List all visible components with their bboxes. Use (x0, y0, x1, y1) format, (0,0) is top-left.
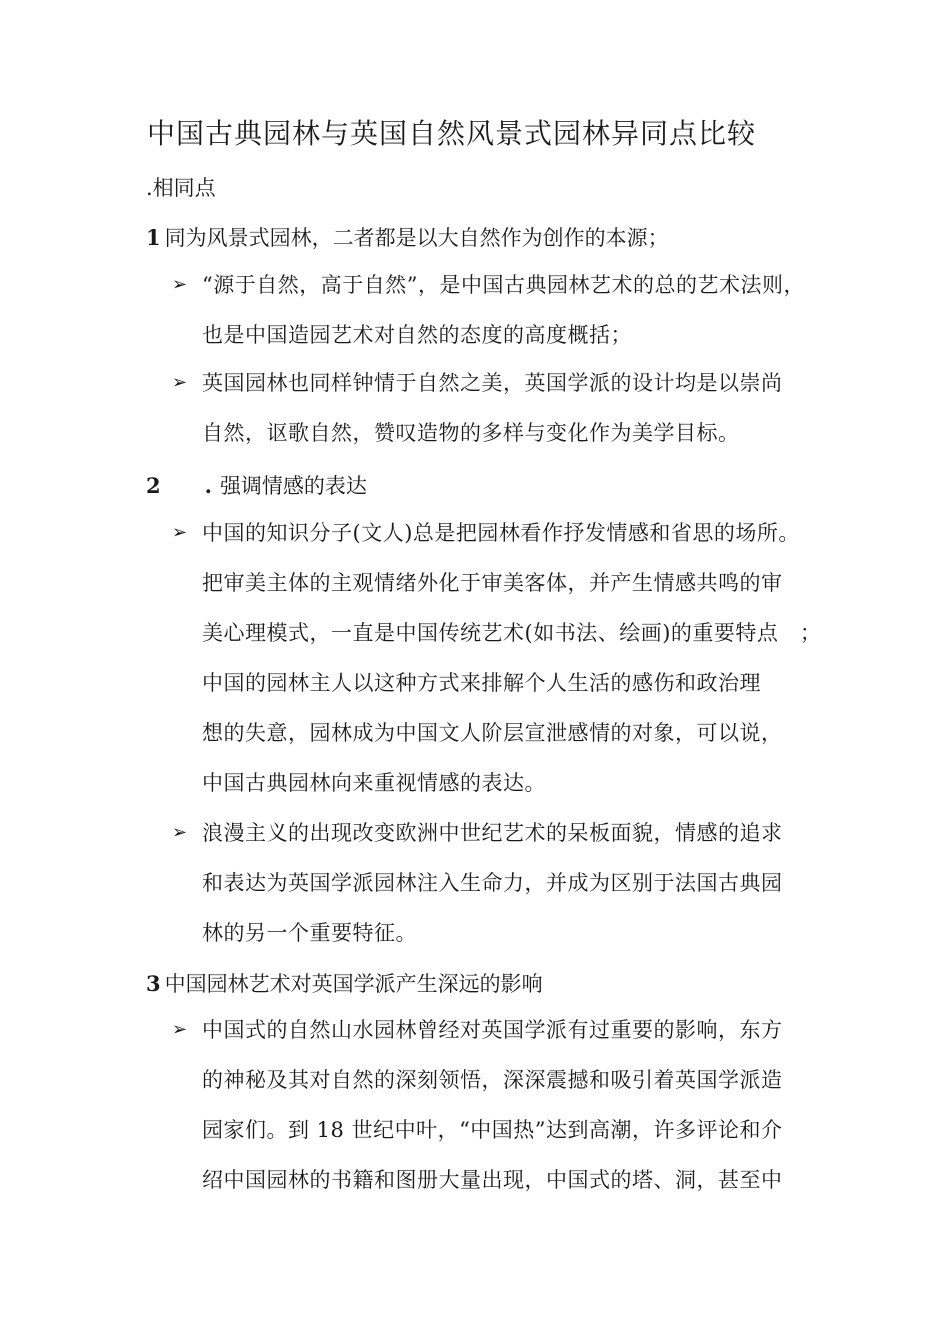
bullet-line: 中国的知识分子(文人)总是把园林看作抒发情感和省思的场所。 (202, 521, 800, 545)
arrowhead-bullet-icon: ➢ (172, 372, 188, 393)
arrowhead-bullet-icon: ➢ (172, 274, 188, 295)
section-dot: . (204, 473, 212, 498)
bullet-line: 英国园林也同样钟情于自然之美，英国学派的设计均是以崇尚 (202, 371, 783, 395)
bullet-line: 和表达为英国学派园林注入生命力，并成为区别于法国古典园 (202, 871, 783, 895)
bullet-line: 想的失意，园林成为中国文人阶层宣泄感情的对象，可以说， (202, 721, 783, 745)
section-1-heading (146, 222, 669, 252)
section-number: 1 (146, 225, 161, 250)
bullet-line: 美心理模式，一直是中国传统艺术(如书法、绘画)的重要特点 ； (202, 621, 822, 645)
bullet-line: 的神秘及其对自然的深刻领悟，深深震撼和吸引着英国学派造 (202, 1068, 783, 1092)
bullet-line: 园家们。到 18 世纪中叶，“中国热”达到高潮，许多评论和介 (202, 1118, 783, 1142)
bullet-line: 自然，讴歌自然，赞叹造物的多样与变化作为美学目标。 (202, 421, 740, 445)
section-number: 2 (146, 473, 161, 498)
section-text: 同为风景式园林，二者都是以大自然作为创作的本源； (164, 226, 669, 250)
page-title: 中国古典园林与英国自然风景式园林异同点比较 (147, 117, 757, 150)
arrowhead-bullet-icon: ➢ (172, 522, 188, 543)
section-3-heading (146, 968, 543, 998)
bullet-line: 把审美主体的主观情绪外化于审美客体，并产生情感共鸣的审 (202, 571, 783, 595)
arrowhead-bullet-icon: ➢ (172, 1019, 188, 1040)
bullet-line: 林的另一个重要特征。 (202, 921, 417, 945)
section-number: 3 (146, 971, 161, 996)
arrowhead-bullet-icon: ➢ (172, 822, 188, 843)
section-2-heading (146, 470, 367, 500)
bullet-line: “源于自然，高于自然”，是中国古典园林艺术的总的艺术法则， (202, 273, 805, 297)
bullet-line: 中国的园林主人以这种方式来排解个人生活的感伤和政治理 (202, 671, 761, 695)
bullet-line: 浪漫主义的出现改变欧洲中世纪艺术的呆板面貌，情感的追求 (202, 821, 783, 845)
bullet-line: 也是中国造园艺术对自然的态度的高度概括； (202, 323, 632, 347)
section-text: 中国园林艺术对英国学派产生深远的影响 (164, 972, 543, 996)
section-text: 强调情感的表达 (219, 474, 367, 498)
bullet-line: 绍中国园林的书籍和图册大量出现，中国式的塔、洞，甚至中 (202, 1168, 783, 1192)
subheading-similarities: .相同点 (146, 176, 216, 200)
bullet-line: 中国式的自然山水园林曾经对英国学派有过重要的影响，东方 (202, 1018, 783, 1042)
bullet-line: 中国古典园林向来重视情感的表达。 (202, 771, 546, 795)
